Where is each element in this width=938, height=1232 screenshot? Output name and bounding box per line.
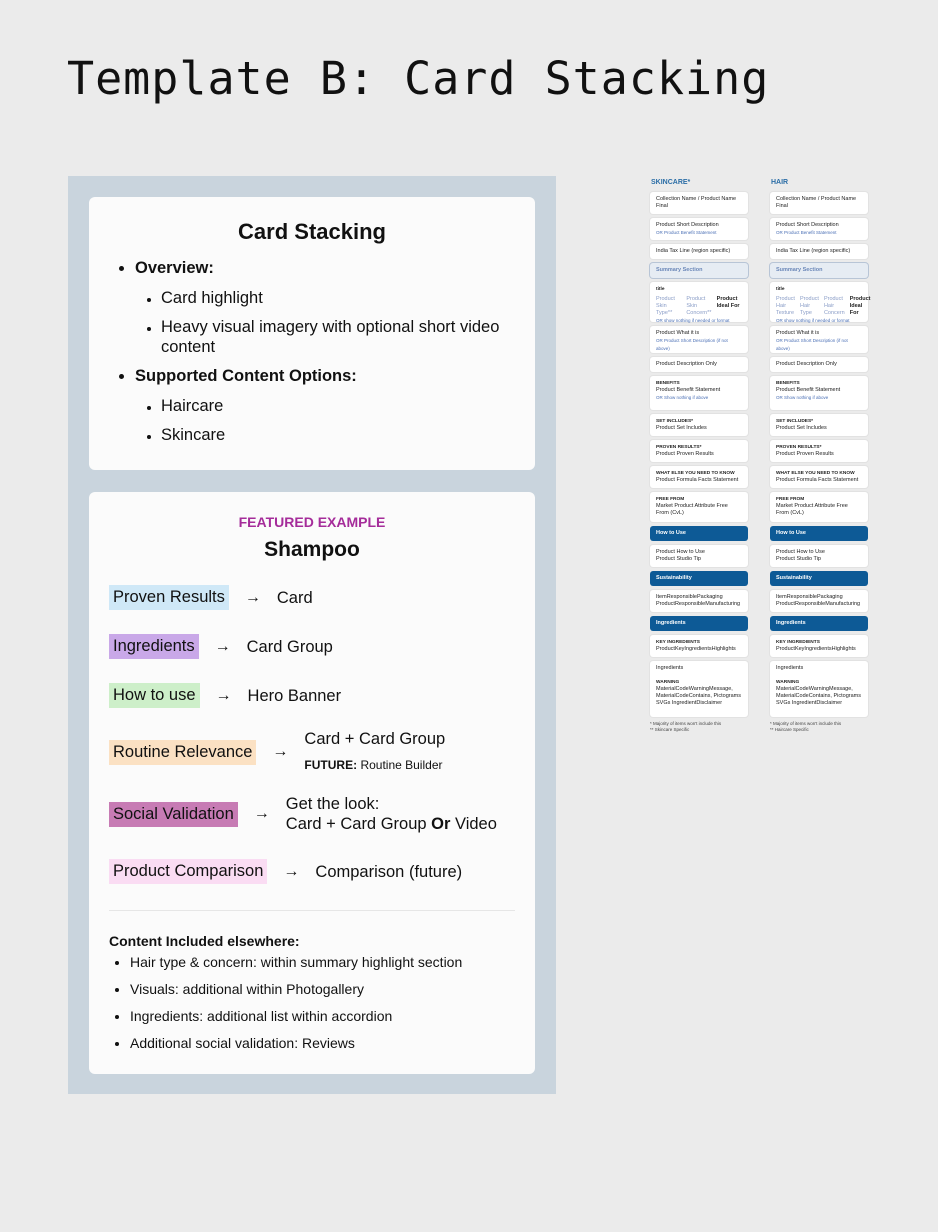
component-target: Card — [276, 588, 313, 607]
content-tag: Proven Results — [109, 585, 229, 610]
content-tag: How to use — [109, 683, 200, 708]
component-target: Card + Card Group FUTURE: Routine Builder — [304, 729, 445, 775]
component-target: Hero Banner — [247, 686, 342, 705]
section-bar: Ingredients — [650, 616, 748, 631]
content-tag: Product Comparison — [109, 859, 267, 884]
column-header: HAIR — [771, 179, 789, 186]
overview-card — [89, 197, 535, 470]
overview-section: • Overview: • Card highlight • Heavy visual imagery with optional short video content — [135, 259, 535, 357]
arrow-icon: → — [244, 588, 261, 606]
content-tag: Social Validation — [109, 802, 238, 827]
mini-card: KEY INGREDIENTS ProductKeyIngredientsHighlights — [770, 635, 868, 657]
mini-card: Product Short Description OR Product Benefit Statement — [650, 218, 748, 240]
mini-card: Product What it is OR Product Short Description (if not above) — [770, 326, 868, 353]
mini-card: KEY INGREDIENTS ProductKeyIngredientsHighlights — [650, 635, 748, 657]
column-header: SKINCARE* — [651, 179, 691, 186]
content-tag: Ingredients — [109, 634, 199, 659]
supported-item: • Haircare — [161, 396, 535, 416]
divider — [109, 910, 515, 911]
arrow-icon: → — [272, 743, 289, 760]
featured-label: FEATURED EXAMPLE — [238, 514, 386, 530]
product-name: Shampoo — [264, 538, 360, 561]
mapping-row — [109, 729, 445, 775]
mini-card: Collection Name / Product Name Final — [650, 192, 748, 214]
mini-card: title Product Skin Type** Product Skin Concern** Product Ideal For OR show nothing if needed or format — [650, 282, 748, 322]
mini-card: India Tax Line (region specific) — [650, 244, 748, 259]
section-bar: Sustainability — [770, 571, 868, 586]
mini-card: Ingredients WARNING MaterialCodeWarningMessage, MaterialCodeContains, Pictograms SVGs IngredientDisclaimer — [650, 661, 748, 717]
mini-card: Product Description Only — [650, 357, 748, 372]
hair-column — [770, 179, 871, 733]
mini-card: FREE FROM Market Product Attribute Free From (CvL) — [650, 492, 748, 522]
mini-card: SET INCLUDES* Product Set Includes — [770, 414, 868, 436]
mini-card: BENEFITS Product Benefit Statement OR Show nothing if above — [650, 376, 748, 410]
mini-card: BENEFITS Product Benefit Statement OR Show nothing if above — [770, 376, 868, 410]
overview-item: • Card highlight — [161, 288, 535, 308]
footnote: * Majority of items won't include this ** Skincare Specific — [650, 721, 722, 732]
elsewhere-item: • Additional social validation: Reviews — [130, 1035, 462, 1052]
mini-card: ItemResponsiblePackaging ProductResponsibleManufacturing — [770, 590, 868, 612]
summary-section: Summary Section — [770, 263, 868, 278]
overview-item: • Heavy visual imagery with optional short video content — [161, 317, 535, 357]
section-bar: Ingredients — [770, 616, 868, 631]
elsewhere-item: • Visuals: additional within Photogallery — [130, 981, 462, 998]
featured-example-card — [89, 492, 535, 1074]
card-title: Card Stacking — [238, 219, 386, 244]
content-tag: Routine Relevance — [109, 740, 256, 765]
mini-card: Product How to Use Product Studio Tip — [650, 545, 748, 567]
mapping-row — [109, 859, 462, 884]
skincare-column — [650, 179, 748, 733]
mini-card: Product How to Use Product Studio Tip — [770, 545, 868, 567]
page-title: Template B: Card Stacking — [67, 52, 770, 105]
supported-item: • Skincare — [161, 425, 535, 445]
mini-card: WHAT ELSE YOU NEED TO KNOW Product Formula Facts Statement — [650, 466, 748, 488]
elsewhere-list — [109, 954, 462, 1062]
summary-section: Summary Section — [650, 263, 748, 278]
section-bar: How to Use — [770, 526, 868, 541]
mini-card: title Product Hair Texture Product Hair Type Product Hair Concern Product Ideal For OR show nothing if needed or format — [770, 282, 868, 322]
template-panel — [68, 176, 556, 1094]
component-target: Card Group — [246, 637, 333, 656]
elsewhere-item: • Hair type & concern: within summary highlight section — [130, 954, 462, 971]
component-target: Get the look: Card + Card Group Or Video — [285, 795, 497, 833]
arrow-icon: → — [283, 862, 300, 880]
mini-card: PROVEN RESULTS* Product Proven Results — [770, 440, 868, 462]
mini-card: Product Description Only — [770, 357, 868, 372]
mini-card: Ingredients WARNING MaterialCodeWarningMessage, MaterialCodeContains, Pictograms SVGs IngredientDisclaimer — [770, 661, 868, 717]
mini-card: India Tax Line (region specific) — [770, 244, 868, 259]
section-bar: How to Use — [650, 526, 748, 541]
mini-card: FREE FROM Market Product Attribute Free From (CvL) — [770, 492, 868, 522]
mini-card: SET INCLUDES* Product Set Includes — [650, 414, 748, 436]
mini-card: PROVEN RESULTS* Product Proven Results — [650, 440, 748, 462]
mini-card: ItemResponsiblePackaging ProductResponsibleManufacturing — [650, 590, 748, 612]
section-bar: Sustainability — [650, 571, 748, 586]
mini-card: WHAT ELSE YOU NEED TO KNOW Product Formula Facts Statement — [770, 466, 868, 488]
future-note: FUTURE: Routine Builder — [304, 758, 443, 772]
mini-card: Product What it is OR Product Short Description (if not above) — [650, 326, 748, 353]
mapping-row — [109, 634, 333, 659]
supported-section: • Supported Content Options: • Haircare • Skincare — [135, 367, 535, 445]
component-target: Comparison (future) — [315, 862, 463, 881]
elsewhere-title: Content Included elsewhere: — [109, 933, 300, 949]
mapping-row — [109, 794, 497, 834]
arrow-icon: → — [253, 805, 270, 822]
mini-card: Product Short Description OR Product Benefit Statement — [770, 218, 868, 240]
elsewhere-item: • Ingredients: additional list within accordion — [130, 1008, 462, 1025]
footnote: * Majority of items won't include this ** Haircare Specific — [770, 721, 842, 732]
arrow-icon: → — [215, 686, 232, 704]
arrow-icon: → — [214, 637, 231, 655]
mini-card: Collection Name / Product Name Final — [770, 192, 868, 214]
mapping-row — [109, 683, 341, 708]
mapping-row — [109, 585, 313, 610]
